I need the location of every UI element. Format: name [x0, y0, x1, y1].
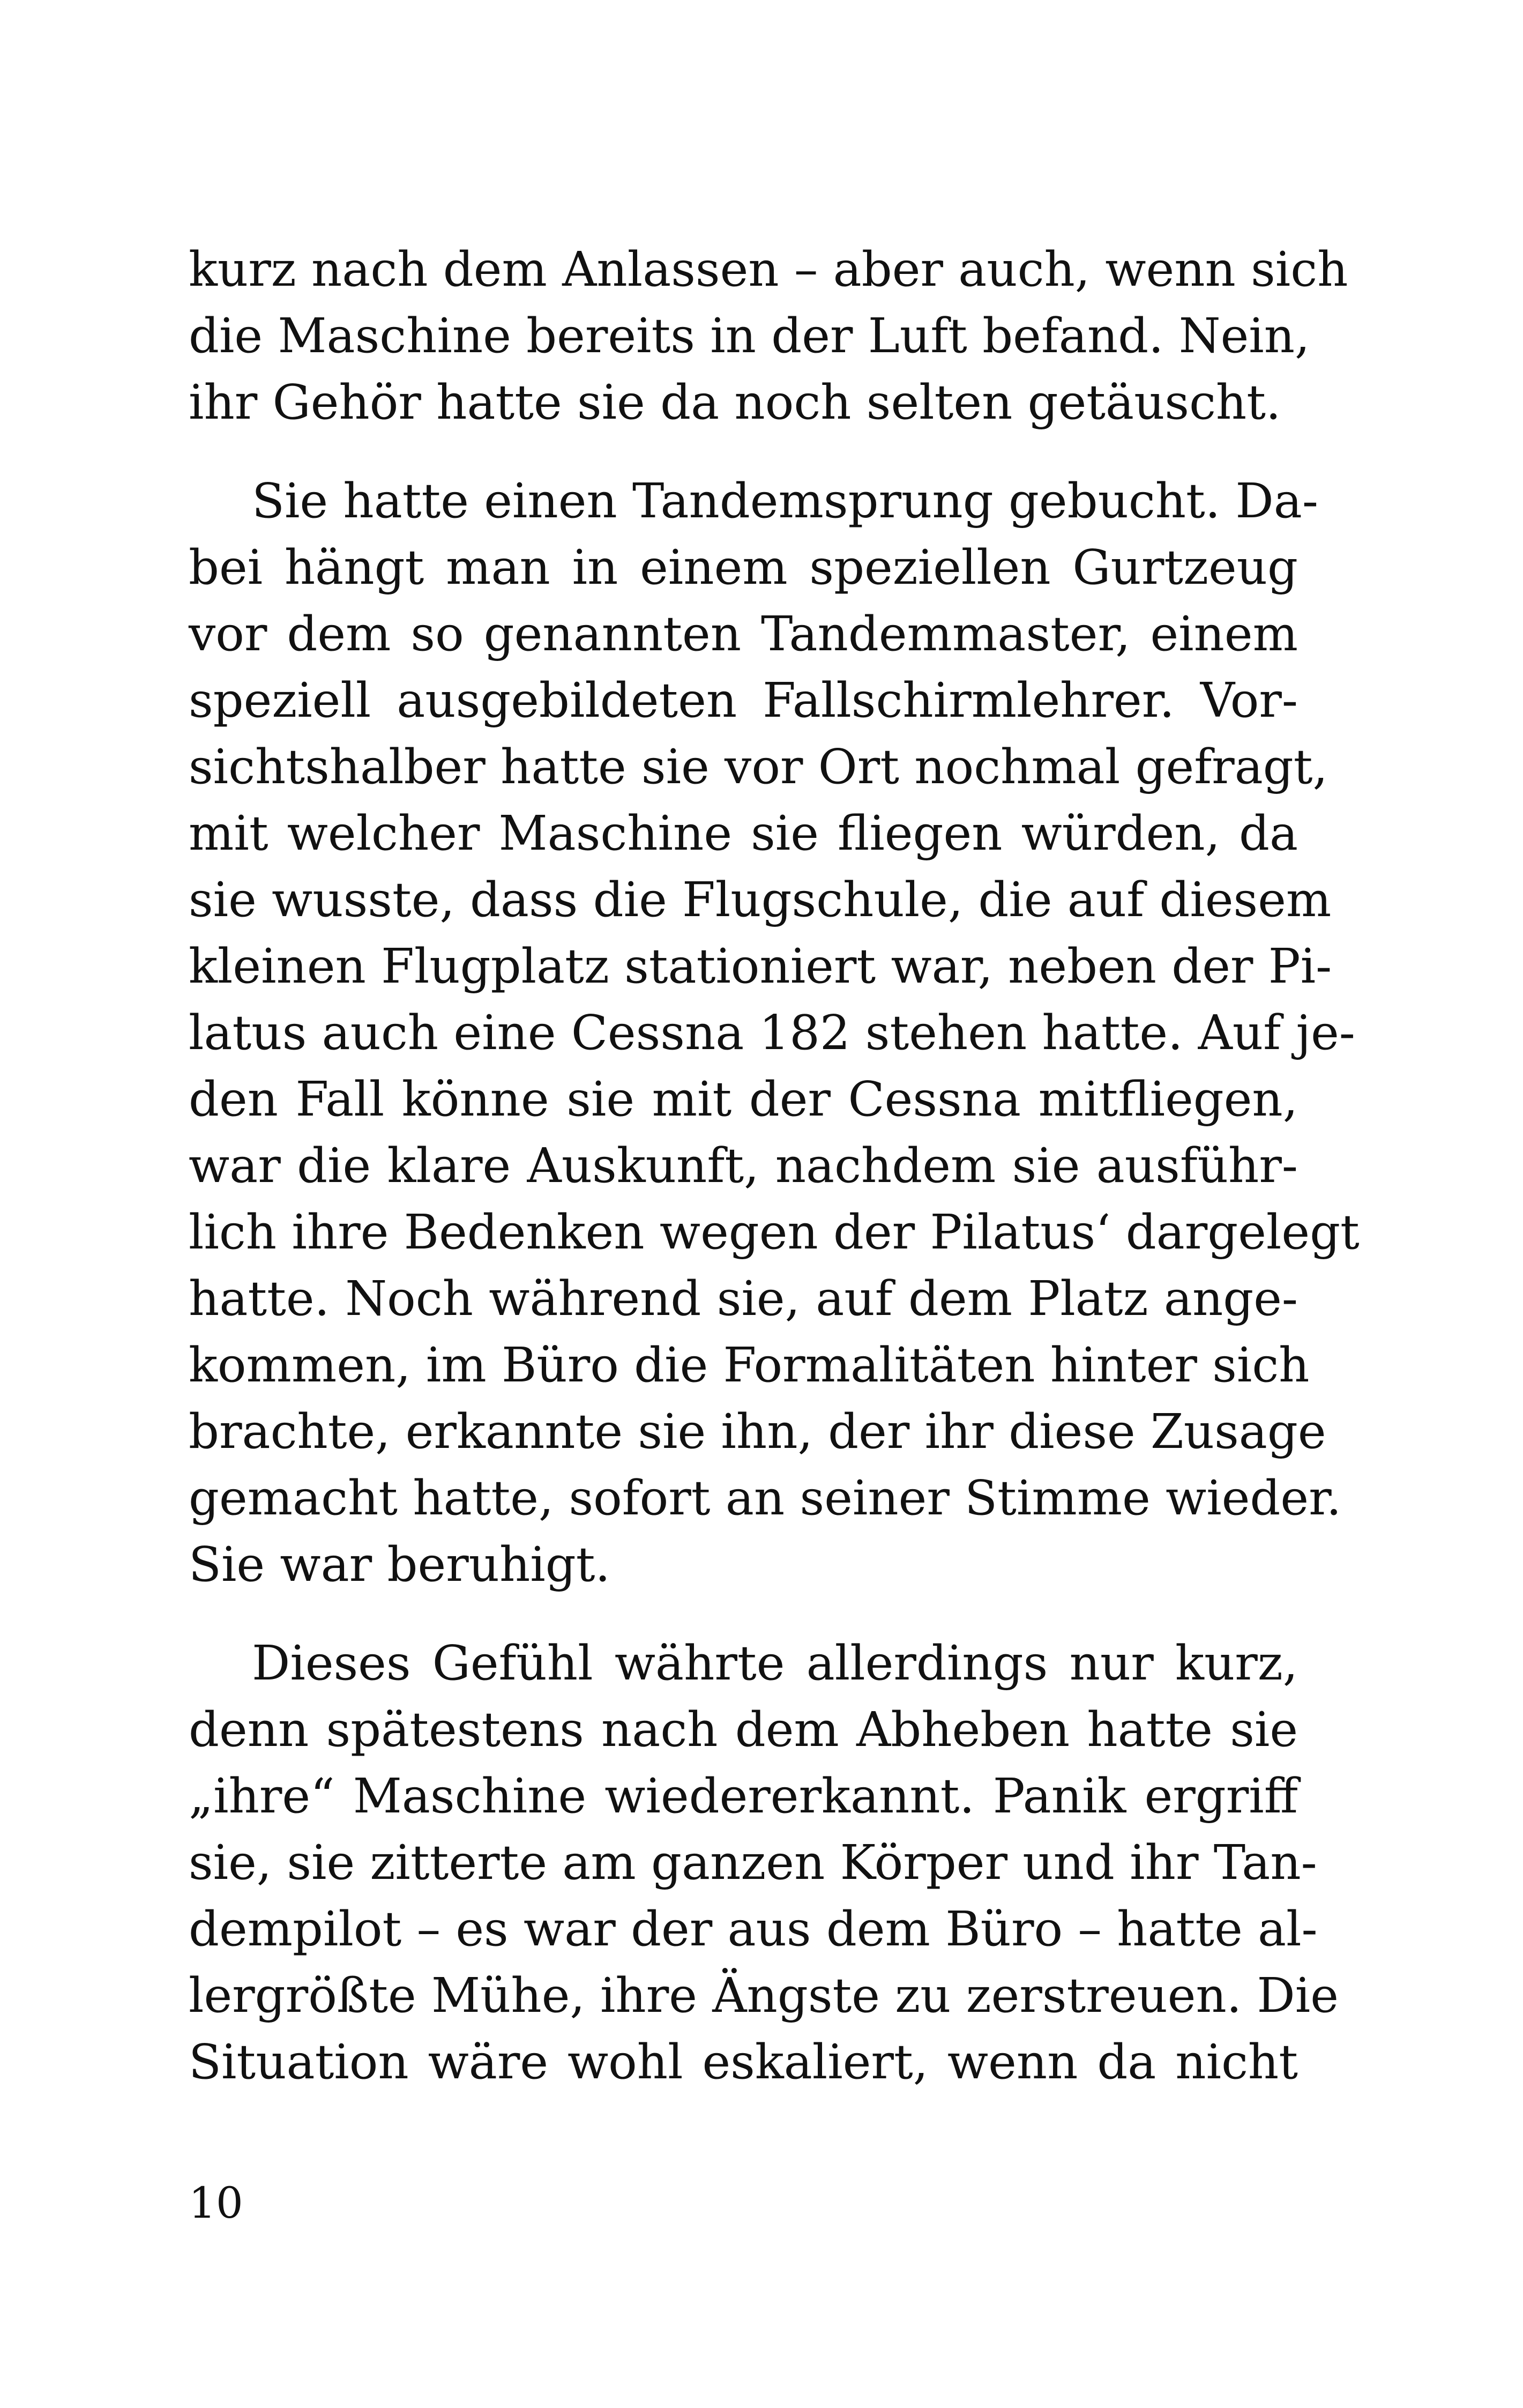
text-line: kleinen Flugplatz stationiert war, neben der Pi-: [189, 938, 1332, 994]
text-line: Sie hatte einen Tandemsprung gebucht. Da-: [252, 473, 1318, 529]
text-line: vor dem so genannten Tandemmaster, einem: [189, 606, 1298, 662]
text-line: kurz nach dem Anlassen – aber auch, wenn sich: [189, 241, 1348, 297]
page-number: 10: [189, 2178, 243, 2228]
text-line: latus auch eine Cessna 182 stehen hatte. Auf je-: [189, 1005, 1355, 1060]
text-line: Situation wäre wohl eskaliert, wenn da nicht: [189, 2034, 1298, 2090]
text-line: dempilot – es war der aus dem Büro – hatte al-: [189, 1901, 1318, 1957]
body-text: [189, 236, 1360, 2095]
text-line: speziell ausgebildeten Fallschirmlehrer. Vor-: [189, 672, 1298, 728]
text-line: gemacht hatte, sofort an seiner Stimme wieder.: [189, 1470, 1342, 1526]
text-line: sie, sie zitterte am ganzen Körper und ihr Tan-: [189, 1834, 1317, 1890]
text-line: denn spätestens nach dem Abheben hatte sie: [189, 1701, 1298, 1757]
text-line: war die klare Auskunft, nachdem sie ausführ-: [189, 1138, 1298, 1193]
text-line: hatte. Noch während sie, auf dem Platz ange-: [189, 1270, 1298, 1326]
text-line: den Fall könne sie mit der Cessna mitfliegen,: [189, 1071, 1298, 1127]
text-line: sichtshalber hatte sie vor Ort nochmal gefragt,: [189, 739, 1328, 794]
text-line: mit welcher Maschine sie fliegen würden, da: [189, 805, 1298, 861]
paragraph-1: [189, 236, 1348, 435]
text-line: kommen, im Büro die Formalitäten hinter sich: [189, 1337, 1310, 1393]
text-line: ihr Gehör hatte sie da noch selten getäuscht.: [189, 374, 1281, 430]
text-line: „ihre“ Maschine wiedererkannt. Panik ergriff: [189, 1768, 1298, 1824]
text-line: lich ihre Bedenken wegen der Pilatus‘ dargelegt: [189, 1204, 1360, 1260]
paragraph-3: [189, 1630, 1339, 2095]
text-line: bei hängt man in einem speziellen Gurtzeug: [189, 539, 1298, 595]
text-line: Sie war beruhigt.: [189, 1536, 610, 1592]
text-line: lergrößte Mühe, ihre Ängste zu zerstreuen. Die: [189, 1967, 1339, 2023]
paragraph-2: [189, 467, 1360, 1597]
text-line: sie wusste, dass die Flugschule, die auf diesem: [189, 872, 1332, 927]
text-line: brachte, erkannte sie ihn, der ihr diese Zusage: [189, 1403, 1326, 1459]
text-line: Dieses Gefühl währte allerdings nur kurz,: [252, 1635, 1298, 1691]
text-line: die Maschine bereits in der Luft befand. Nein,: [189, 308, 1310, 363]
